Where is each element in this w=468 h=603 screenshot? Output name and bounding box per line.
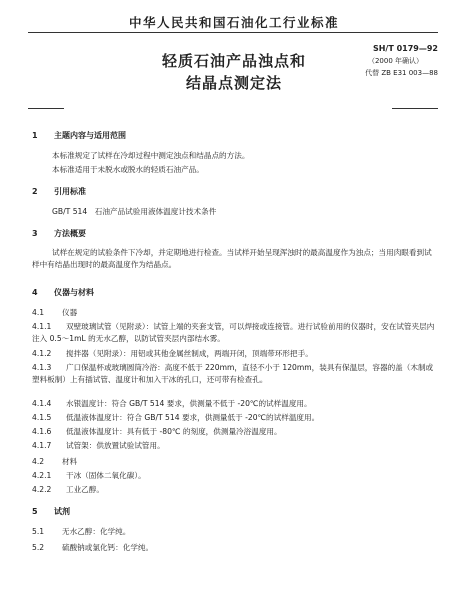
item-text: 双壁玻璃试管（见附录）：试管上端的夹套支管，可以焊接或连接管。进行试验前用的仪器时，安在试管夹层内注入 0.5～1mL 的无水乙醇，以防试管夹层内部结水雾。 xyxy=(32,322,435,343)
item-text: 水银温度计：符合 GB/T 514 要求，供测量不低于 -20℃的试样温度用。 xyxy=(66,399,312,408)
item-text: 试管架：供放置试验试管用。 xyxy=(66,441,165,450)
item-number: 4.1.2 xyxy=(32,349,52,358)
item-number: 4.1.6 xyxy=(32,427,52,436)
item-4-1-6 xyxy=(32,426,282,437)
section-2-heading xyxy=(32,186,86,197)
section-number: 1 xyxy=(32,131,38,140)
item-text: 材料 xyxy=(62,457,78,466)
org-header-title: 中华人民共和国石油化工行业标准 xyxy=(128,15,339,30)
section-title: 试剂 xyxy=(54,507,70,516)
section-1-para-2: 本标准适用于未脱水或脱水的轻质石油产品。 xyxy=(52,165,204,174)
section-title: 仪器与材料 xyxy=(54,288,94,297)
section-3-heading xyxy=(32,228,86,239)
item-number: 4.2 xyxy=(32,457,45,466)
header-rule xyxy=(28,32,438,33)
item-number: 5.1 xyxy=(32,527,45,536)
item-number: 4.2.2 xyxy=(32,485,52,494)
item-4-1-4 xyxy=(32,398,312,409)
item-number: 5.2 xyxy=(32,543,45,552)
item-4-2-1 xyxy=(32,470,146,481)
item-text: 广口保温杯或玻璃圆筒冷浴：高度不低于 220mm，直径不小于 120mm，装具有保温层，容器的盖（木制或塑料板制）上有插试管、温度计和加入干冰的孔口，还可带有检查孔。 xyxy=(32,363,434,384)
item-text: 低温液体温度计：符合 GB/T 514 要求，供测量低于 -20℃的试样温度用。 xyxy=(66,413,320,422)
item-text: 仪器 xyxy=(62,308,78,317)
item-number: 4.1.1 xyxy=(32,322,52,331)
section-number: 4 xyxy=(32,288,38,297)
section-title: 引用标准 xyxy=(54,187,86,196)
title-rule-left xyxy=(28,108,64,109)
section-5-heading xyxy=(32,506,70,517)
section-3-para-1: 试样在规定的试验条件下冷却，并定期地进行检查。当试样开始呈现浑浊时的最高温度作为浊点；当用肉眼看到试样中有结晶出现时的最高温度作为结晶点。 xyxy=(32,248,432,269)
item-text: 工业乙醇。 xyxy=(66,485,104,494)
section-4-heading xyxy=(32,287,94,298)
item-5-1 xyxy=(32,526,130,537)
item-number: 4.1.4 xyxy=(32,399,52,408)
item-4-1-3 xyxy=(32,362,438,386)
item-4-2 xyxy=(32,456,77,467)
item-4-1-1 xyxy=(32,321,438,345)
section-number: 2 xyxy=(32,187,38,196)
section-1-heading xyxy=(32,130,126,141)
item-number: 4.1.3 xyxy=(32,363,52,372)
item-number: 4.1 xyxy=(32,308,45,317)
item-text: 搅拌器（见附录）：用铝或其他金属丝制成，两端开闭，顶端带环形把手。 xyxy=(66,349,313,358)
doc-title-line1: 轻质石油产品浊点和 xyxy=(161,52,306,70)
standard-number: SH/T 0179—92 xyxy=(372,44,438,53)
item-4-1-5 xyxy=(32,412,319,423)
item-text: 硫酸钠或氯化钙：化学纯。 xyxy=(62,543,154,552)
item-number: 4.1.7 xyxy=(32,441,52,450)
section-number: 3 xyxy=(32,229,38,238)
item-number: 4.1.5 xyxy=(32,413,52,422)
title-rule-right xyxy=(392,108,438,109)
item-5-2 xyxy=(32,542,153,553)
section-number: 5 xyxy=(32,507,38,516)
standard-year-note: （2000 年确认） xyxy=(367,57,423,65)
section-title: 方法概要 xyxy=(54,229,86,238)
item-4-2-2 xyxy=(32,484,104,495)
item-text: 干冰（固体二氧化碳）。 xyxy=(66,471,146,480)
item-4-1 xyxy=(32,307,77,318)
item-4-1-2 xyxy=(32,348,438,360)
section-1-para-1: 本标准规定了试样在冷却过程中测定浊点和结晶点的方法。 xyxy=(52,151,250,160)
item-number: 4.2.1 xyxy=(32,471,52,480)
item-text: 无水乙醇：化学纯。 xyxy=(62,527,131,536)
section-title: 主题内容与适用范围 xyxy=(54,131,126,140)
standard-replaces: 代替 ZB E31 003—88 xyxy=(365,69,438,77)
section-2-reference: GB/T 514 石油产品试验用液体温度计技术条件 xyxy=(52,207,217,216)
doc-title-line2: 结晶点测定法 xyxy=(185,74,282,92)
item-text: 低温液体温度计：具有低于 -80℃ 的刻度，供测量冷浴温度用。 xyxy=(66,427,282,436)
item-4-1-7 xyxy=(32,440,165,451)
